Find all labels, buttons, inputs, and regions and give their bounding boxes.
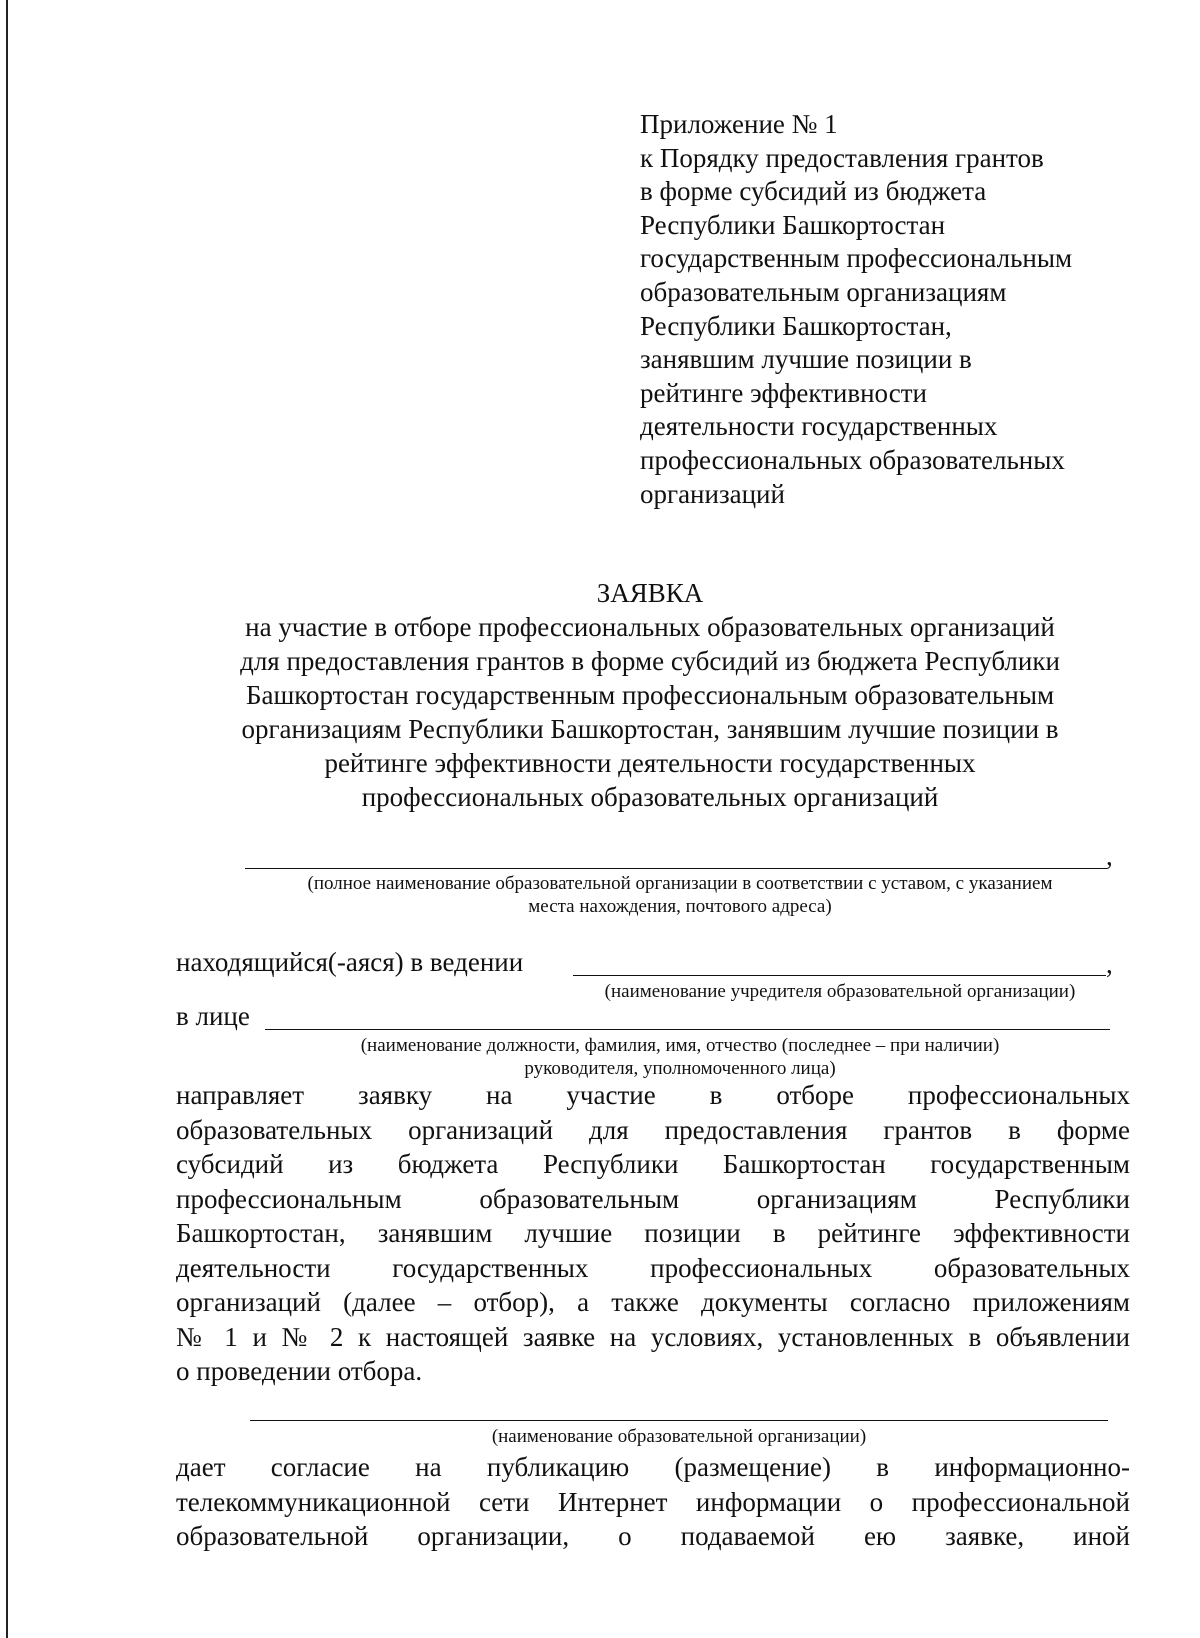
paragraph-line: телекоммуникационной сети Интернет информации о профессиональной	[176, 1486, 1130, 1517]
paragraph-line: № 1 и № 2 к настоящей заявке на условиях, установленных в объявлении	[176, 1321, 1130, 1352]
head-blank-line[interactable]	[265, 1029, 1110, 1030]
org-name-caption	[230, 872, 1130, 918]
org-name-comma: ,	[1106, 841, 1113, 871]
title-line: для предоставления грантов в форме субсидий из бюджета Республики	[240, 646, 1060, 676]
application-title	[170, 576, 1130, 814]
annex-line: Республики Башкортостан,	[640, 310, 952, 341]
application-paragraph	[176, 1078, 1130, 1389]
annex-line: государственным профессиональным	[640, 243, 1073, 274]
annex-header	[640, 108, 1180, 511]
title-line: профессиональных образовательных организаций	[361, 782, 939, 812]
annex-line: Республики Башкортостан	[640, 209, 946, 240]
paragraph-line: образовательных организаций для предоставления грантов в форме	[176, 1114, 1130, 1145]
paragraph-line: субсидий из бюджета Республики Башкортостан государственным	[176, 1149, 1130, 1179]
founder-blank-line[interactable]	[573, 975, 1106, 976]
caption-line: (наименование учредителя образовательной организации)	[604, 981, 1076, 1002]
annex-line: образовательным организациям	[640, 276, 1007, 307]
title-line: рейтинге эффективности деятельности государственных	[324, 748, 976, 778]
title-line: на участие в отборе профессиональных образовательных организаций	[245, 612, 1055, 642]
annex-line: занявшим лучшие позиции в	[640, 344, 972, 375]
paragraph-line: профессиональным образовательным организациям Республики	[176, 1183, 1130, 1214]
paragraph-line: дает согласие на публикацию (размещение) в информационно-	[176, 1452, 1130, 1482]
annex-line: деятельности государственных	[640, 411, 998, 442]
org-short-name-blank-line[interactable]	[250, 1420, 1108, 1421]
org-name-blank-line[interactable]	[245, 868, 1107, 869]
caption-line: (наименование должности, фамилия, имя, отчество (последнее – при наличии)	[360, 1035, 1000, 1056]
document-heading: ЗАЯВКА	[596, 578, 704, 608]
annex-line: рейтинге эффективности	[640, 377, 927, 408]
caption-line: (полное наименование образовательной организации в соответствии с уставом, с указанием	[307, 873, 1053, 894]
consent-paragraph	[176, 1450, 1130, 1554]
annex-line: к Порядку предоставления грантов	[640, 142, 1044, 173]
caption-line: руководителя, уполномоченного лица)	[524, 1058, 836, 1079]
paragraph-line: направляет заявку на участие в отборе профессиональных	[176, 1080, 1130, 1110]
scan-edge-line	[6, 0, 8, 1638]
paragraph-line: Башкортостан, занявшим лучшие позиции в рейтинге эффективности	[176, 1218, 1130, 1248]
founder-caption	[560, 980, 1120, 1003]
founder-comma: ,	[1106, 949, 1113, 979]
title-line: организациям Республики Башкортостан, занявшим лучшие позиции в	[241, 714, 1059, 744]
caption-line: (наименование образовательной организации)	[491, 1426, 867, 1447]
founder-label: находящийся(-аяся) в ведении	[176, 947, 524, 977]
annex-line: Приложение № 1	[640, 109, 838, 139]
paragraph-line: деятельности государственных профессиональных образовательных	[176, 1252, 1130, 1283]
paragraph-line: организаций (далее – отбор), а также документы согласно приложениям	[176, 1287, 1130, 1317]
annex-line: профессиональных образовательных	[640, 444, 1065, 475]
annex-line: организаций	[640, 478, 785, 509]
annex-line: в форме субсидий из бюджета	[640, 176, 987, 207]
title-line: Башкортостан государственным профессиональным образовательным	[245, 680, 1055, 710]
org-short-name-caption	[250, 1425, 1108, 1448]
paragraph-last-line: о проведении отбора.	[176, 1356, 423, 1386]
caption-line: места нахождения, почтового адреса)	[528, 896, 832, 917]
paragraph-line: образовательной организации, о подаваемой ею заявке, иной	[176, 1521, 1130, 1551]
head-caption	[280, 1034, 1080, 1080]
head-label: в лице	[176, 1001, 250, 1031]
